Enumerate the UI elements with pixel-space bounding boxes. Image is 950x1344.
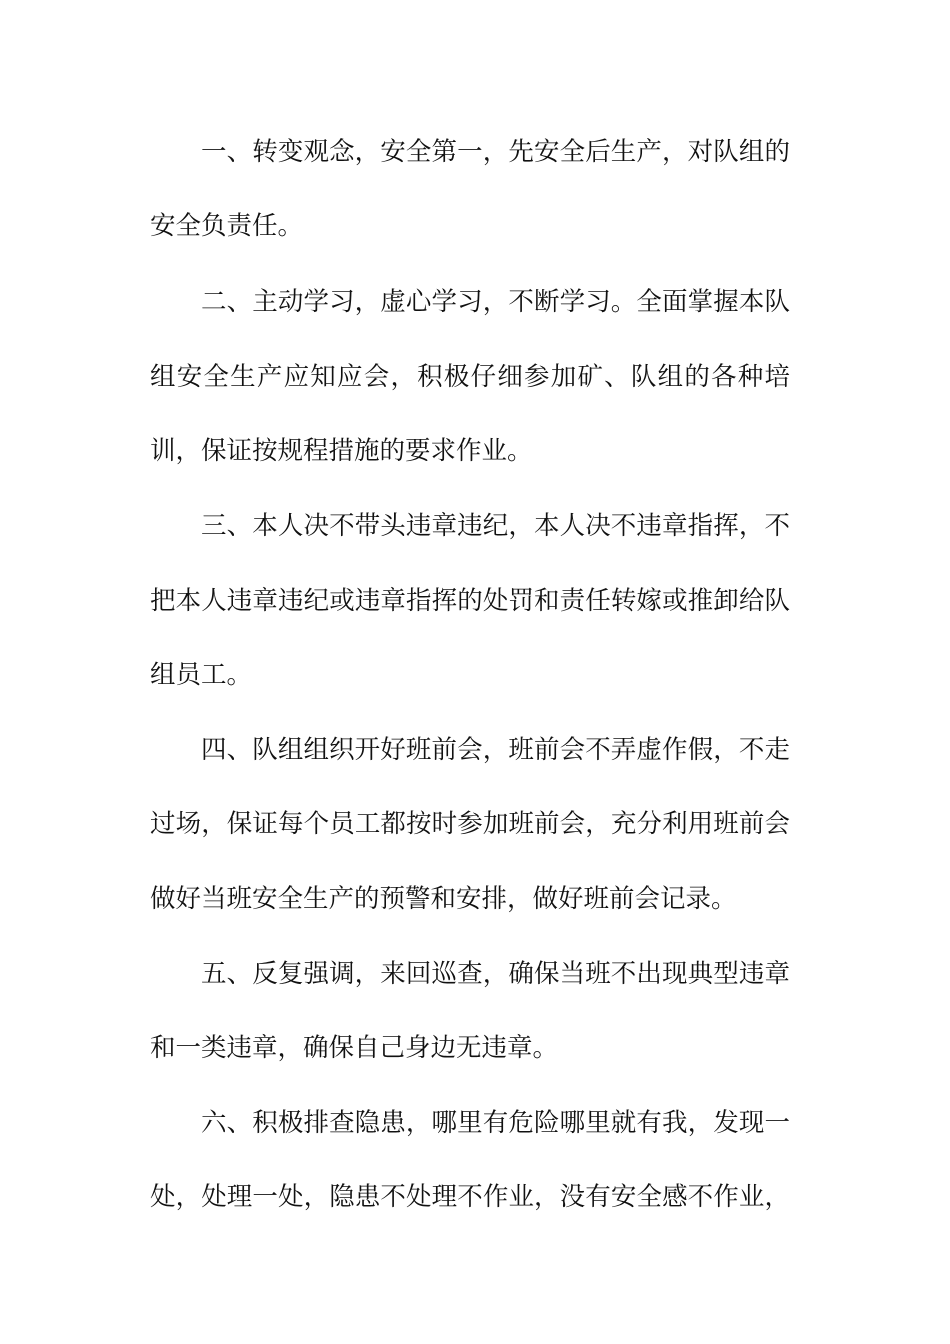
paragraph-3-line-3: 组员工。 [150,660,253,690]
paragraph-2-line-3: 训，保证按规程措施的要求作业。 [150,436,533,466]
paragraph-1-line-1: 一、转变观念，安全第一，先安全后生产，对队组的 [201,137,790,167]
paragraph-2-line-1: 二、主动学习，虚心学习，不断学习。全面掌握本队 [201,287,790,317]
paragraph-3-line-2: 把本人违章违纪或违章指挥的处罚和责任转嫁或推卸给队 [150,586,790,616]
paragraph-5-line-1: 五、反复强调，来回巡查，确保当班不出现典型违章 [201,959,790,989]
paragraph-6-line-2: 处，处理一处，隐患不处理不作业，没有安全感不作业， [150,1182,790,1212]
paragraph-3-line-1: 三、本人决不带头违章违纪，本人决不违章指挥，不 [201,511,790,541]
paragraph-4-line-3: 做好当班安全生产的预警和安排，做好班前会记录。 [150,884,737,914]
paragraph-1-line-2: 安全负责任。 [150,211,304,241]
paragraph-6-line-1: 六、积极排查隐患，哪里有危险哪里就有我，发现一 [201,1108,790,1138]
paragraph-4-line-2: 过场，保证每个员工都按时参加班前会，充分利用班前会 [150,809,790,839]
paragraph-2-line-2: 组安全生产应知应会，积极仔细参加矿、队组的各种培 [150,362,790,392]
paragraph-5-line-2: 和一类违章，确保自己身边无违章。 [150,1033,559,1063]
paragraph-4-line-1: 四、队组组织开好班前会，班前会不弄虚作假，不走 [201,735,790,765]
